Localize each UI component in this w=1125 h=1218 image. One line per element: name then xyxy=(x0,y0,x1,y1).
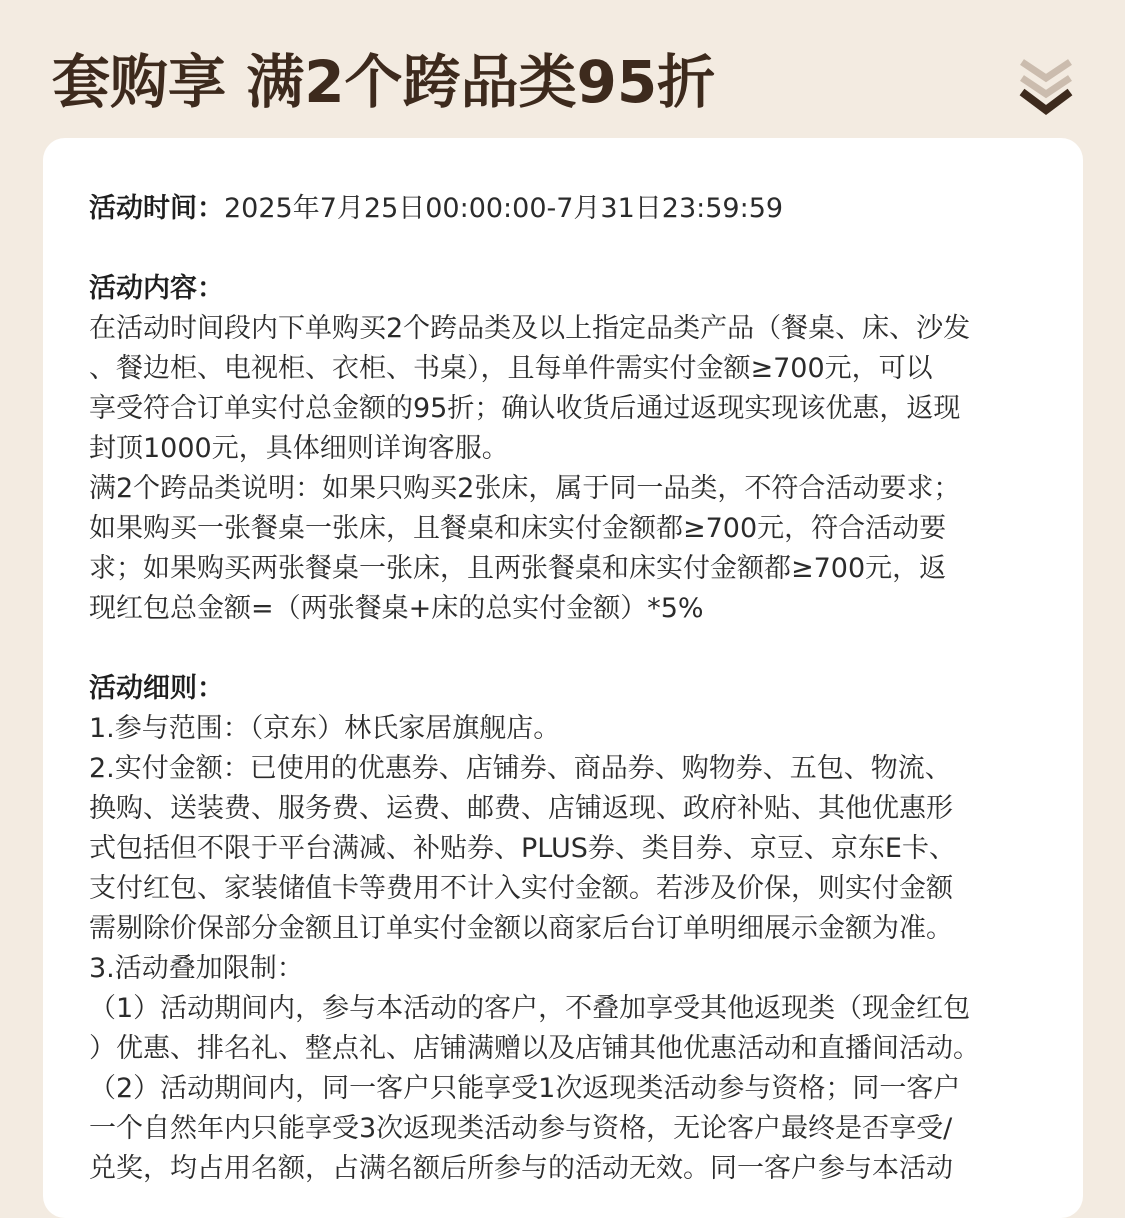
activity-content-label: 活动内容： xyxy=(89,273,224,304)
content-line: 求；如果购买两张餐桌一张床，且两张餐桌和床实付金额都≥700元，返 xyxy=(89,553,947,584)
rules-line: 换购、送装费、服务费、运费、邮费、店铺返现、政府补贴、其他优惠形 xyxy=(89,793,953,824)
content-line: 现红包总金额=（两张餐桌+床的总实付金额）*5% xyxy=(89,593,704,624)
rules-line: 2.实付金额：已使用的优惠券、店铺券、商品券、购物券、五包、物流、 xyxy=(89,753,952,784)
page-title: 套购享 满2个跨品类95折 xyxy=(52,48,716,116)
header xyxy=(0,0,1125,140)
rules-line: ）优惠、排名礼、整点礼、店铺满赠以及店铺其他优惠活动和直播间活动。 xyxy=(89,1033,980,1064)
activity-rules-label: 活动细则： xyxy=(89,673,224,704)
rules-line: 3.活动叠加限制： xyxy=(89,953,304,984)
activity-time-value: 2025年7月25日00:00:00-7月31日23:59:59 xyxy=(224,193,784,224)
rules-line: （2）活动期间内，同一客户只能享受1次返现类活动参与资格；同一客户 xyxy=(89,1073,961,1104)
rules-line: 一个自然年内只能享受3次返现类活动参与资格，无论客户最终是否享受/ xyxy=(89,1113,953,1144)
content-line: 享受符合订单实付总金额的95折；确认收货后通过返现实现该优惠，返现 xyxy=(89,393,961,424)
rules-line: 需剔除价保部分金额且订单实付金额以商家后台订单明细展示金额为准。 xyxy=(89,913,953,944)
rules-line: 1.参与范围：（京东）林氏家居旗舰店。 xyxy=(89,713,561,744)
content-line: 如果购买一张餐桌一张床，且餐桌和床实付金额都≥700元，符合活动要 xyxy=(89,513,947,544)
content-line: 在活动时间段内下单购买2个跨品类及以上指定品类产品（餐桌、床、沙发 xyxy=(89,313,971,344)
rules-line: 式包括但不限于平台满减、补贴券、PLUS券、类目券、京豆、京东E卡、 xyxy=(89,833,956,864)
spacer xyxy=(89,229,1049,269)
spacer xyxy=(89,629,1049,669)
rules-line: 兑奖，均占用名额，占满名额后所参与的活动无效。同一客户参与本活动 xyxy=(89,1153,953,1184)
content-line: 、餐边柜、电视柜、衣柜、书桌），且每单件需实付金额≥700元，可以 xyxy=(89,353,933,384)
content-line: 封顶1000元，具体细则详询客服。 xyxy=(89,433,509,464)
rules-card xyxy=(43,138,1083,1218)
activity-time-row xyxy=(89,189,1049,229)
rules-line: 支付红包、家装储值卡等费用不计入实付金额。若涉及价保，则实付金额 xyxy=(89,873,953,904)
double-chevron-down-icon-graphic xyxy=(1016,56,1076,116)
rules-line: （1）活动期间内，参与本活动的客户，不叠加享受其他返现类（现金红包 xyxy=(89,993,971,1024)
double-chevron-down-icon[interactable] xyxy=(1016,56,1076,116)
activity-time-label: 活动时间： xyxy=(89,193,224,224)
rules-content xyxy=(89,189,1049,1189)
content-line: 满2个跨品类说明：如果只购买2张床，属于同一品类，不符合活动要求； xyxy=(89,473,961,504)
